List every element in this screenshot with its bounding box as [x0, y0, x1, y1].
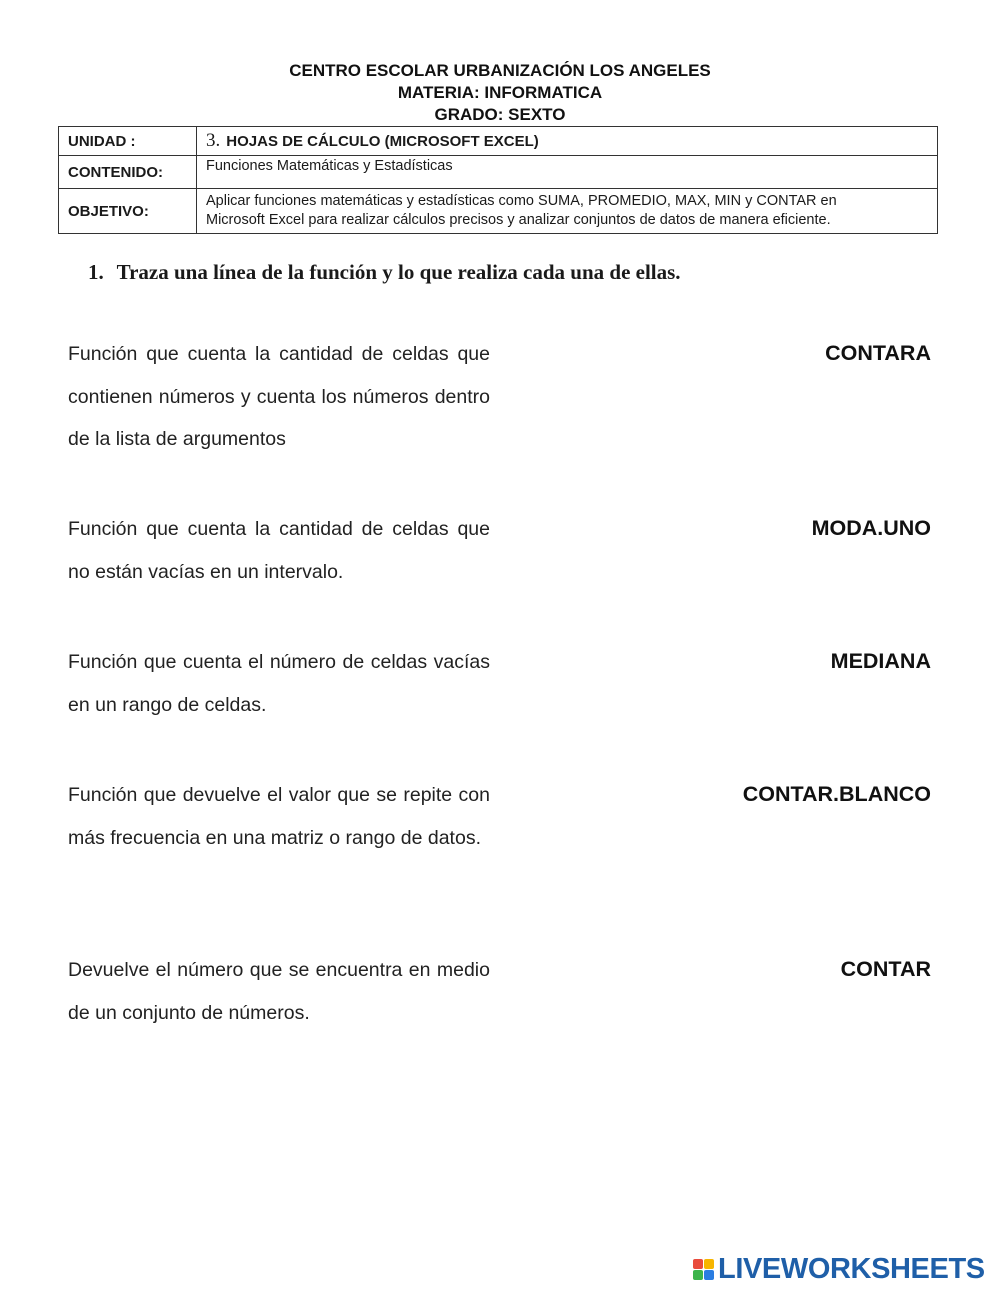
objective-line-1: Aplicar funciones matemáticas y estadísticas como SUMA, PROMEDIO, MAX, MIN y CONTAR en: [206, 193, 837, 209]
logo-badge-square: [704, 1259, 714, 1269]
grade-line: GRADO: SEXTO: [434, 105, 566, 124]
content-value: Funciones Matemáticas y Estadísticas: [197, 156, 938, 189]
description-4[interactable]: Función que devuelve el valor que se repite con más frecuencia en una matriz o rango de datos.: [68, 784, 490, 849]
question-heading: [88, 260, 681, 285]
question-text: Traza una línea de la función y lo que realiza cada una de ellas.: [116, 260, 681, 284]
subject-line: MATERIA: INFORMATICA: [397, 83, 603, 102]
function-moda-uno[interactable]: MODA.UNO: [811, 516, 931, 540]
logo-badge-icon: [693, 1259, 714, 1280]
function-contar[interactable]: CONTAR: [840, 957, 931, 981]
objective-value: [197, 189, 938, 234]
liveworksheets-logo: [693, 1254, 985, 1284]
function-contar-blanco[interactable]: CONTAR.BLANCO: [742, 782, 931, 806]
objective-label: OBJETIVO:: [59, 189, 197, 234]
function-contara[interactable]: CONTARA: [825, 341, 931, 365]
objective-line-2: Microsoft Excel para realizar cálculos precisos y analizar conjuntos de datos de manera eficiente.: [206, 212, 831, 228]
function-mediana[interactable]: MEDIANA: [830, 649, 931, 673]
info-table: [58, 126, 938, 234]
description-1[interactable]: Función que cuenta la cantidad de celdas que contienen números y cuenta los números dentro de la lista de argumentos: [68, 343, 490, 450]
objective-row: [59, 189, 938, 234]
unit-value: HOJAS DE CÁLCULO (MICROSOFT EXCEL): [226, 133, 539, 150]
logo-badge-square: [693, 1259, 703, 1269]
unit-row: [59, 127, 938, 156]
logo-brand-text: LIVEWORKSHEETS: [718, 1252, 985, 1285]
description-2[interactable]: Función que cuenta la cantidad de celdas que no están vacías en un intervalo.: [68, 518, 490, 583]
document-header: [0, 60, 1000, 126]
unit-value-cell: [197, 127, 938, 156]
description-5[interactable]: Devuelve el número que se encuentra en medio de un conjunto de números.: [68, 959, 490, 1024]
unit-label: UNIDAD :: [59, 127, 197, 156]
logo-badge-square: [693, 1270, 703, 1280]
logo-badge-square: [704, 1270, 714, 1280]
unit-number: 3.: [206, 130, 221, 151]
content-label: CONTENIDO:: [59, 156, 197, 189]
question-number: 1.: [88, 260, 104, 284]
description-3[interactable]: Función que cuenta el número de celdas vacías en un rango de celdas.: [68, 651, 490, 716]
school-name: CENTRO ESCOLAR URBANIZACIÓN LOS ANGELES: [289, 61, 711, 80]
content-row: [59, 156, 938, 189]
